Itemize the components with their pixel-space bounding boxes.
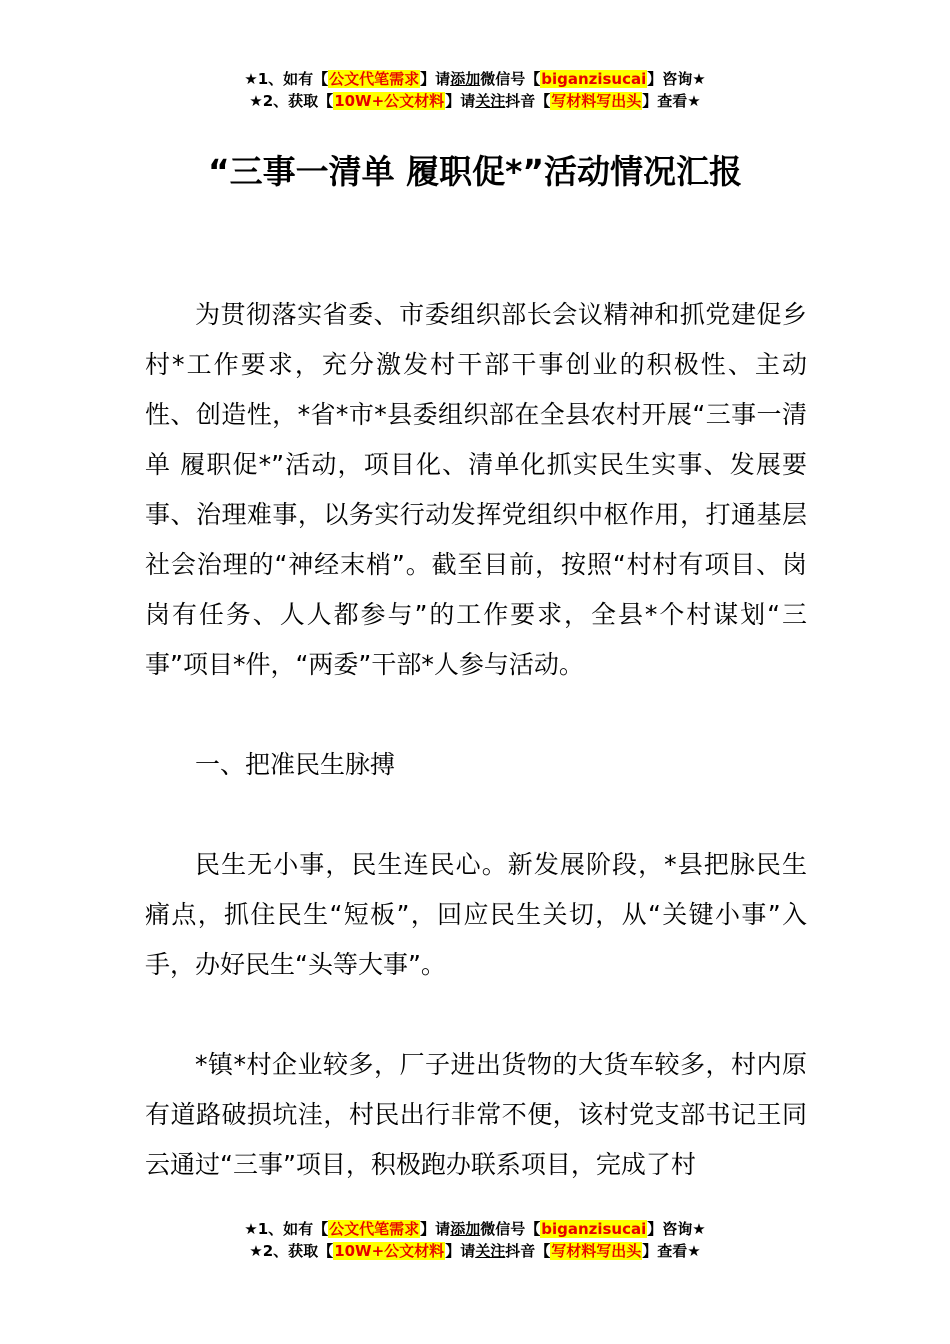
document-title: “三事一清单 履职促*”活动情况汇报 xyxy=(207,152,743,191)
paragraph-livelihood: 民生无小事，民生连民心。新发展阶段，*县把脉民生痛点，抓住民生“短板”，回应民生关切，从“关键小事”入手，办好民生“头等大事”。 xyxy=(145,850,807,979)
banner-line-2: ★2、获取【10W+公文材料】请关注抖音【写材料写出头】查看★ xyxy=(249,1242,701,1260)
footer-banner xyxy=(0,1218,950,1262)
document-body xyxy=(145,290,807,1190)
section-heading: 一、把准民生脉搏 xyxy=(195,750,396,779)
paragraph-intro: 为贯彻落实省委、市委组织部长会议精神和抓党建促乡村*工作要求，充分激发村干部干事创业的积极性、主动性、创造性，*省*市*县委组织部在全县农村开展“三事一清单 履职促*”活动，项目化、清单化抓实民生实事、发展要事、治理难事，以务实行动发挥党组织中枢作用，打通基层社会治理的“神经末梢”。截至目前，按照“村村有项目、岗岗有任务、人人都参与”的工作要求，全县*个村谋划“三事”项目*件，“两委”干部*人参与活动。 xyxy=(145,300,807,679)
banner-line-1: ★1、如有【公文代笔需求】请添加微信号【biganzisucai】咨询★ xyxy=(244,70,706,88)
highlight-text: 写材料写出头 xyxy=(551,92,642,110)
highlight-text: 10W+公文材料 xyxy=(334,92,445,110)
highlight-text: 写材料写出头 xyxy=(551,1242,642,1260)
banner-line-1: ★1、如有【公文代笔需求】请添加微信号【biganzisucai】咨询★ xyxy=(244,1220,706,1238)
highlight-text: biganzisucai xyxy=(541,1220,647,1238)
banner-line-2: ★2、获取【10W+公文材料】请关注抖音【写材料写出头】查看★ xyxy=(249,92,701,110)
highlight-text: 公文代笔需求 xyxy=(329,70,420,88)
highlight-text: 公文代笔需求 xyxy=(329,1220,420,1238)
paragraph-village-road: *镇*村企业较多，厂子进出货物的大货车较多，村内原有道路破损坑洼，村民出行非常不便，该村党支部书记王同云通过“三事”项目，积极跑办联系项目，完成了村 xyxy=(145,1050,807,1179)
highlight-text: biganzisucai xyxy=(541,70,647,88)
highlight-text: 10W+公文材料 xyxy=(334,1242,445,1260)
header-banner xyxy=(0,68,950,112)
